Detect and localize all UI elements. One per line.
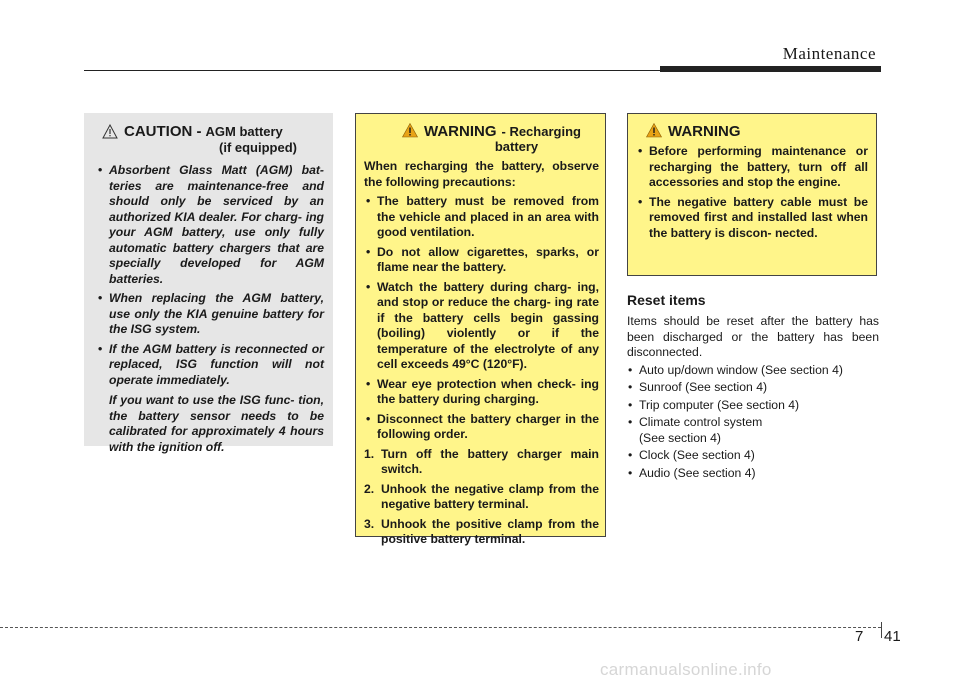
warning-step: 1. Turn off the battery charger main switch. — [364, 446, 599, 476]
warning-intro: When recharging the battery, observe the following precautions: — [364, 159, 599, 189]
caution-extra-paragraph: If you want to use the ISG func- tion, the battery sensor needs to be calibrated for approximately 4 hours with the ignition off. — [109, 393, 324, 454]
caution-item: • When replacing the AGM battery, use only the KIA genuine battery for the ISG system. — [93, 291, 324, 338]
warning-triangle-icon — [646, 123, 662, 138]
warning-recharging-box — [355, 113, 606, 546]
reset-item: • Trip computer (See section 4) — [627, 398, 879, 414]
reset-item: • Sunroof (See section 4) — [627, 380, 879, 396]
reset-item: • Clock (See section 4) — [627, 448, 879, 464]
footer-rule — [0, 627, 881, 628]
header-rule-accent — [660, 66, 881, 72]
caution-box — [84, 113, 333, 454]
warning-box — [627, 113, 877, 276]
caution-item: • Absorbent Glass Matt (AGM) bat- teries are maintenance-free and should only be serviced by an authorized KIA dealer. For charg- ing your AGM battery, use only fully automatic battery chargers that are specially developed for AGM batteries. — [93, 163, 324, 287]
warning-triangle-icon — [402, 123, 418, 138]
reset-items-intro: Items should be reset after the battery has been discharged or the battery has been disconnected. — [627, 314, 879, 359]
warning-recharging-header — [402, 123, 599, 140]
warning-title: WARNING — [668, 123, 741, 140]
reset-item: • Climate control system (See section 4) — [627, 415, 879, 446]
caution-triangle-icon — [102, 124, 118, 139]
caution-subtitle: AGM battery — [205, 124, 283, 139]
caution-list — [93, 163, 324, 455]
caution-item: • If the AGM battery is reconnected or replaced, ISG function will not operate immediately. If you want to use the ISG func- tion, the battery sensor needs to be calibrated for approximately 4 hours with the ignition off. — [93, 342, 324, 456]
warning-subtitle-2: battery — [494, 139, 539, 154]
reset-item: • Auto up/down window (See section 4) — [627, 363, 879, 379]
warning-step: 2. Unhook the negative clamp from the negative battery terminal. — [364, 481, 599, 511]
caution-header — [102, 123, 324, 140]
warning-step: 3. Unhook the positive clamp from the positive battery terminal. — [364, 516, 599, 546]
reset-items-section — [627, 292, 879, 483]
reset-item: • Audio (See section 4) — [627, 466, 879, 482]
warning-title: WARNING — [424, 123, 497, 140]
warning-step-list — [364, 447, 599, 548]
warning-item: • Watch the battery during charg- ing, and stop or reduce the charg- ing rate if the battery cells begin gassing (boiling) violently or if the temperature of the electrolyte of any cell exceeds 49°C (120°F). — [364, 280, 599, 373]
section-title: Maintenance — [782, 44, 876, 63]
warning-item: • The battery must be removed from the vehicle and placed in an area with good ventilation. — [364, 194, 599, 241]
page-number: 41 — [884, 628, 901, 645]
warning-bullet-list — [364, 194, 599, 443]
warning-item: • Before performing maintenance or recharging the battery, turn off all accessories and stop the engine. — [636, 144, 868, 191]
chapter-number: 7 — [855, 628, 864, 645]
warning-bullet-list — [636, 144, 868, 241]
reset-items-list — [627, 363, 879, 482]
footer-divider — [881, 622, 882, 638]
warning-item: • Disconnect the battery charger in the following order. — [364, 412, 599, 443]
warning-header — [646, 123, 868, 140]
caution-subtitle-2: (if equipped) — [219, 140, 297, 155]
reset-items-title: Reset items — [627, 292, 706, 308]
caution-title: CAUTION - — [124, 123, 202, 140]
warning-subtitle: - Recharging — [501, 124, 581, 139]
warning-item: • Wear eye protection when check- ing the battery during charging. — [364, 377, 599, 408]
warning-item: • The negative battery cable must be removed first and installed last when the battery is discon- nected. — [636, 195, 868, 242]
watermark: carmanualsonline.info — [600, 660, 772, 679]
warning-item: • Do not allow cigarettes, sparks, or flame near the battery. — [364, 245, 599, 276]
